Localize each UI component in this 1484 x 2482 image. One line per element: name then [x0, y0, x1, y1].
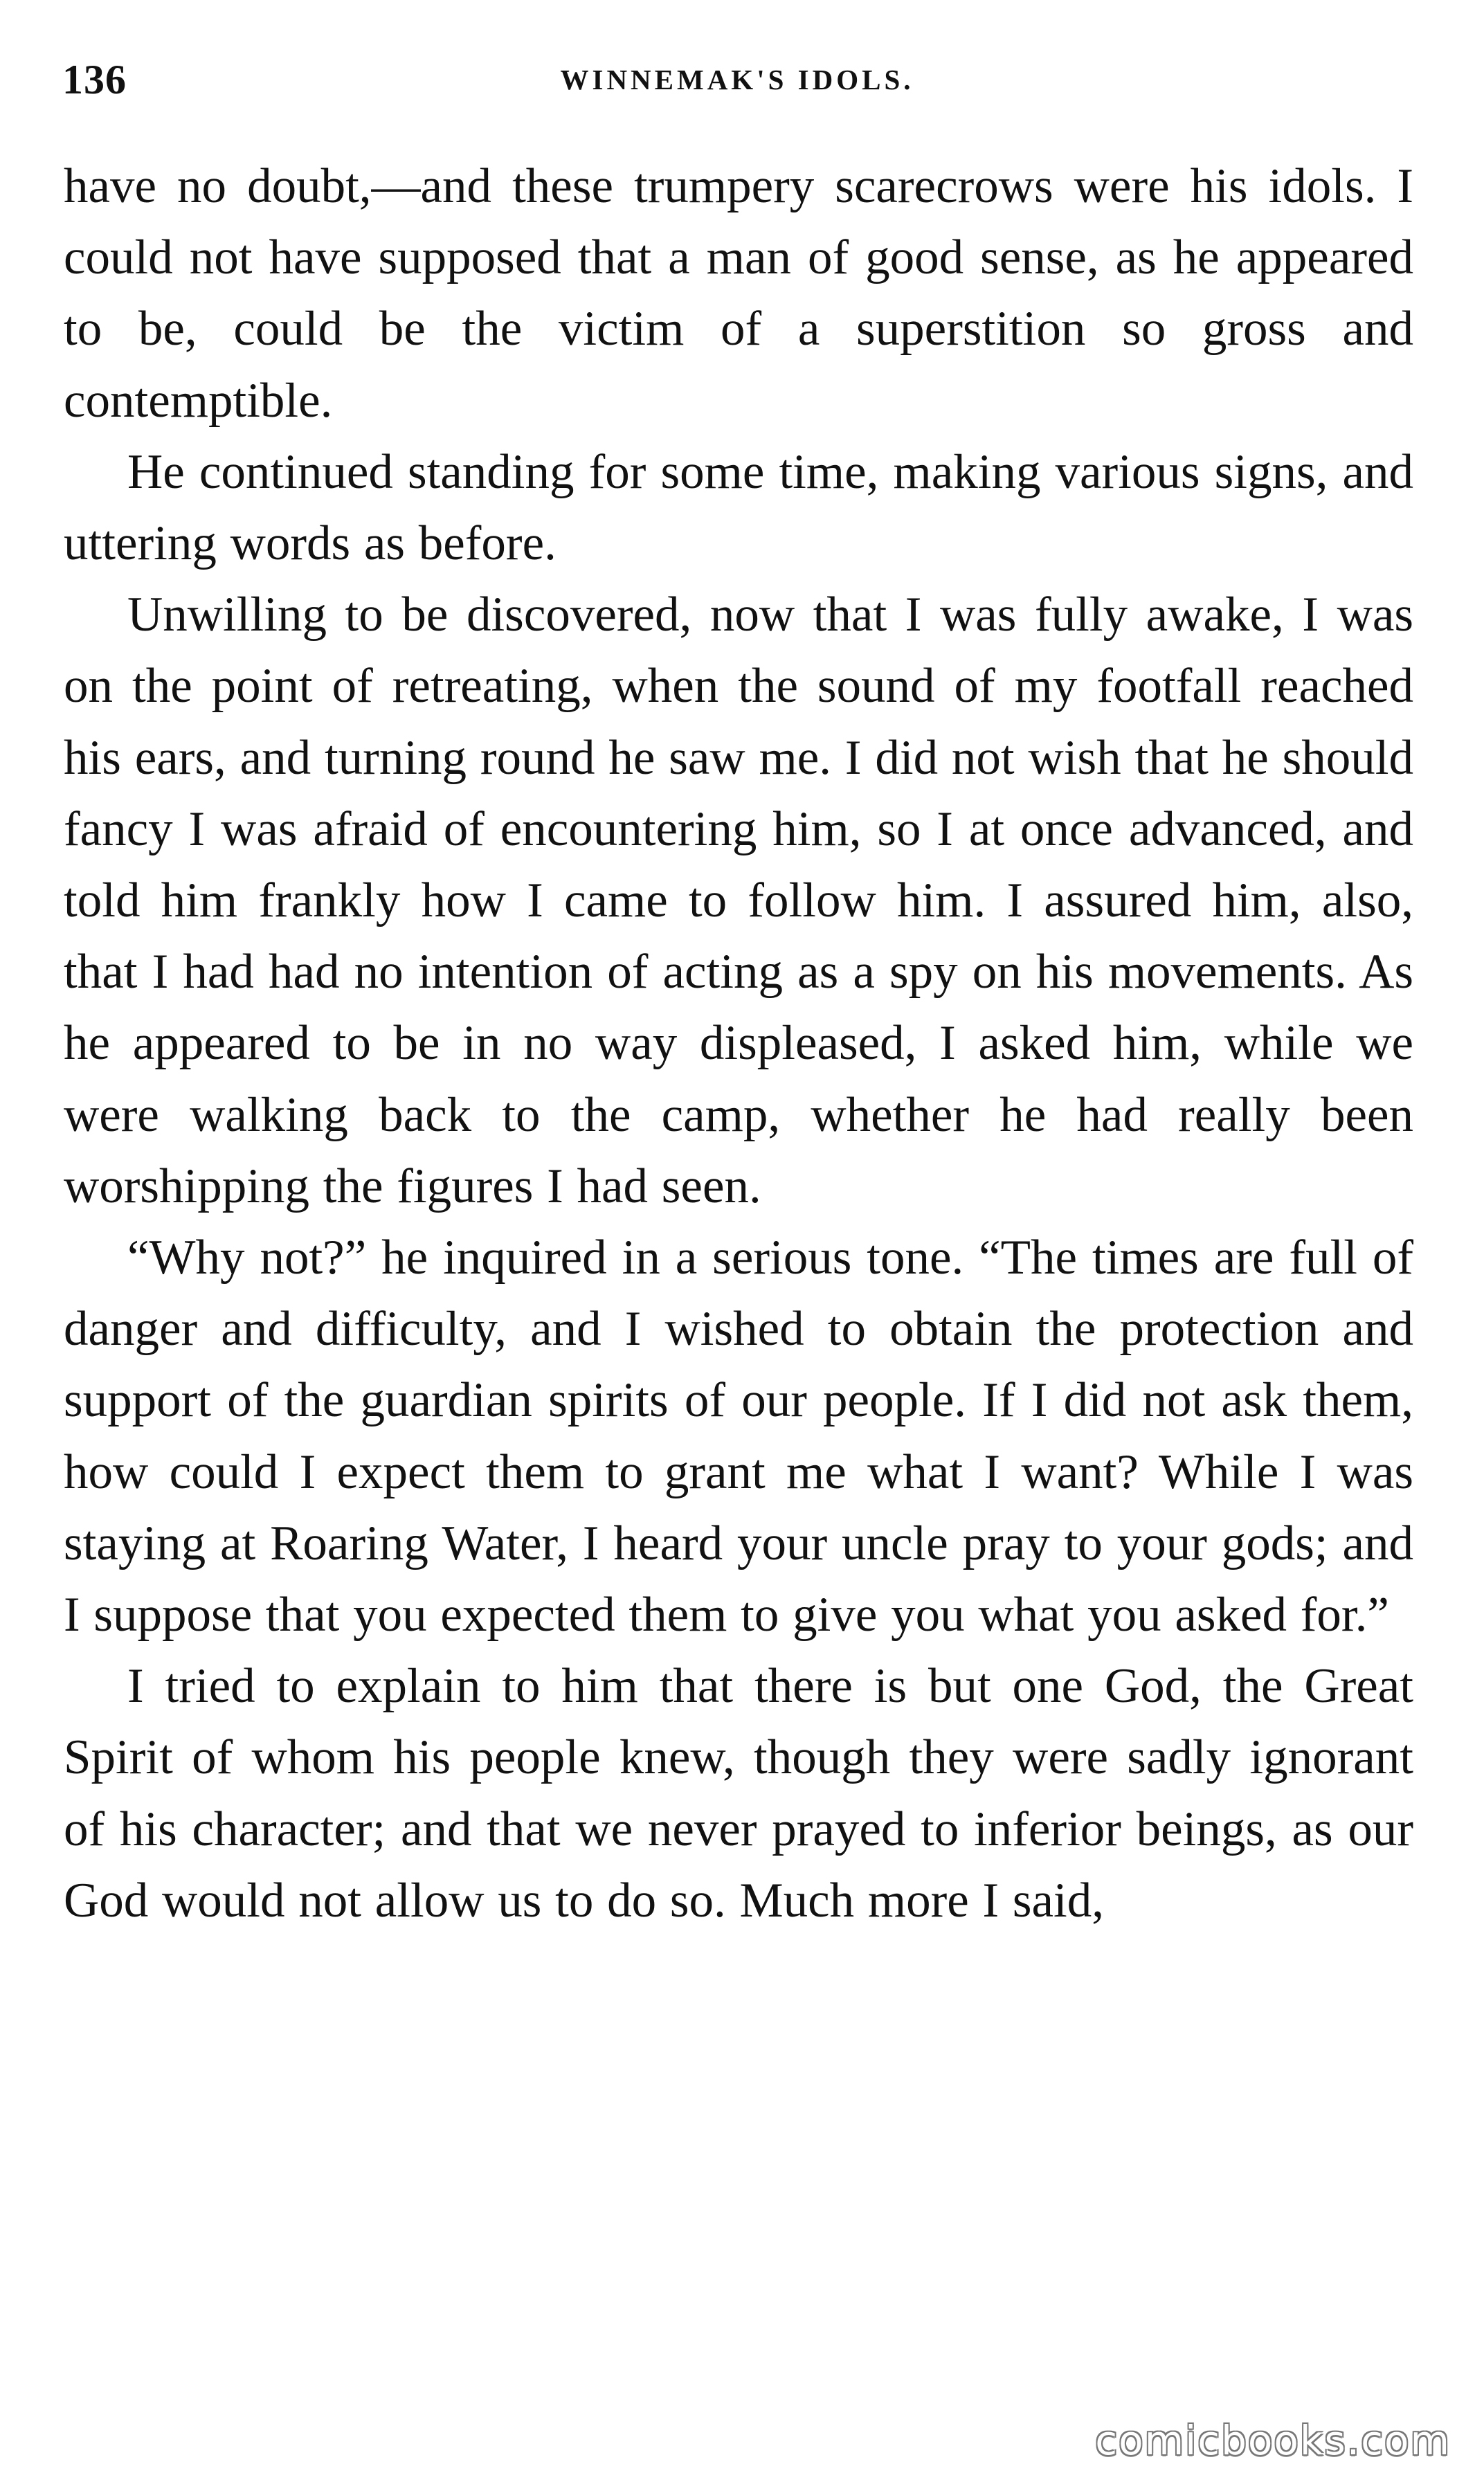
paragraph-4: “Why not?” he inquired in a serious tone. “The times are full of danger and difficulty, and I wished to obtain the protection and support of the guardian spirits of our people. If I did not ask them, how could I expect them to grant me what I want? While I was staying at Roaring Water, I heard your uncle pray to your gods; and I suppose that you expected them to give you what you asked for.” [64, 1231, 1413, 1642]
page-header [62, 48, 1412, 111]
watermark: comicbooks.com [1095, 2417, 1451, 2464]
paragraph-1: have no doubt,—and these trumpery scarecrows were his idols. I could not have supposed that a man of good sense, as he appeared to be, could be the victim of a superstition so gross and contemptible. [64, 159, 1413, 428]
running-head: WINNEMAK'S IDOLS. [560, 64, 914, 96]
paragraph-3: Unwilling to be discovered, now that I was fully awake, I was on the point of retreating, when the sound of my footfall reached his ears, and turning round he saw me. I did not wish that he should fancy I was afraid of encountering him, so I at once advanced, and told him frankly how I came to follow him. I assured him, also, that I had had no intention of acting as a spy on his movements. As he appeared to be in no way displeased, I asked him, while we were walking back to the camp, whether he had really been worshipping the figures I had seen. [64, 588, 1413, 1213]
paragraph-2: He continued standing for some time, making various signs, and uttering words as before. [64, 444, 1413, 571]
paragraph-5: I tried to explain to him that there is but one God, the Great Spirit of whom his people knew, though they were sadly ignorant of his character; and that we never prayed to inferior beings, as our God would not allow us to do so. Much more I said, [64, 1659, 1413, 1928]
body-text [64, 151, 1413, 1937]
page-number: 136 [62, 57, 127, 102]
